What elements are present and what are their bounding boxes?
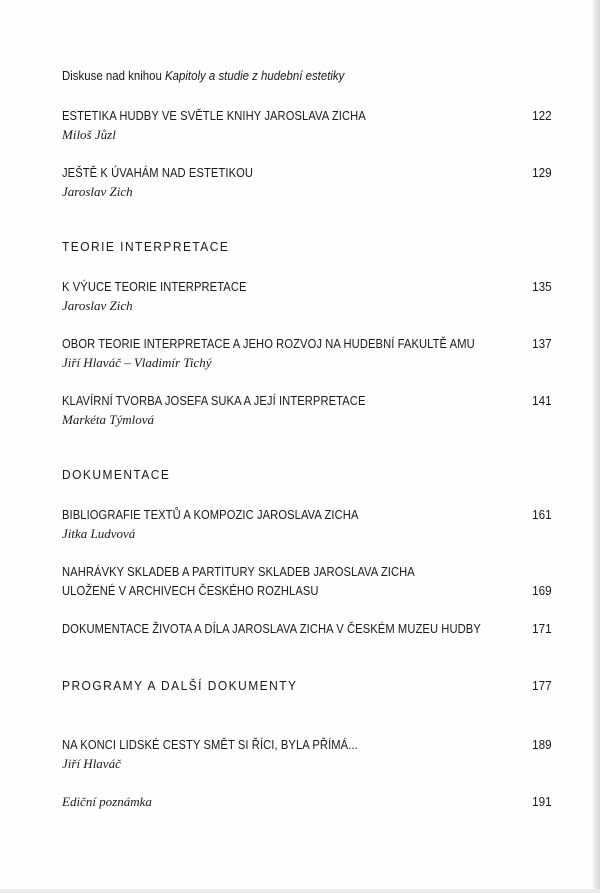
entry-title: DOKUMENTACE ŽIVOTA A DÍLA JAROSLAVA ZICHA V ČESKÉM MUZEU HUDBY xyxy=(62,621,481,636)
intro-line xyxy=(62,68,344,83)
entry-author: Jaroslav Zich xyxy=(62,184,133,199)
entry-title-line2: ULOŽENÉ V ARCHIVECH ČESKÉHO ROZHLASU xyxy=(62,583,319,598)
entry-author: Miloš Jůzl xyxy=(62,127,116,142)
entry-page-number: 129 xyxy=(532,165,552,180)
entry-page-number: 135 xyxy=(532,279,552,294)
entry-page-number: 169 xyxy=(532,583,552,598)
entry-page-number: 177 xyxy=(532,678,552,693)
entry-page-number: 137 xyxy=(532,336,552,351)
entry-title: NA KONCI LIDSKÉ CESTY SMĚT SI ŘÍCI, BYLA PŘÍMÁ... xyxy=(62,737,358,752)
entry-title: KLAVÍRNÍ TVORBA JOSEFA SUKA A JEJÍ INTERPRETACE xyxy=(62,393,366,408)
page-bottom-edge xyxy=(0,889,600,893)
entry-page-number: 122 xyxy=(532,108,552,123)
entry-title: BIBLIOGRAFIE TEXTŮ A KOMPOZIC JAROSLAVA ZICHA xyxy=(62,507,359,522)
intro-book-title: Kapitoly a studie z hudební estetiky xyxy=(165,68,345,83)
intro-prefix: Diskuse nad knihou xyxy=(62,68,166,83)
entry-title: NAHRÁVKY SKLADEB A PARTITURY SKLADEB JAROSLAVA ZICHA xyxy=(62,564,415,579)
entry-page-number: 189 xyxy=(532,737,552,752)
entry-author: Jiří Hlaváč xyxy=(62,756,121,771)
entry-author: Jitka Ludvová xyxy=(62,526,136,541)
entry-title: JEŠTĚ K ÚVAHÁM NAD ESTETIKOU xyxy=(62,165,254,180)
section-heading: PROGRAMY A DALŠÍ DOKUMENTY xyxy=(62,678,298,693)
entry-title: OBOR TEORIE INTERPRETACE A JEHO ROZVOJ NA HUDEBNÍ FAKULTĚ AMU xyxy=(62,336,475,351)
entry-page-number: 141 xyxy=(532,393,552,408)
section-heading: TEORIE INTERPRETACE xyxy=(62,239,230,254)
editorial-note: Ediční poznámka xyxy=(62,794,152,809)
entry-page-number: 161 xyxy=(532,507,552,522)
page-edge-shadow xyxy=(593,0,600,893)
entry-title: ESTETIKA HUDBY VE SVĚTLE KNIHY JAROSLAVA ZICHA xyxy=(62,108,366,123)
entry-page-number: 191 xyxy=(532,794,552,809)
section-heading: DOKUMENTACE xyxy=(62,467,171,482)
entry-page-number: 171 xyxy=(532,621,552,636)
entry-title: K VÝUCE TEORIE INTERPRETACE xyxy=(62,279,247,294)
entry-author: Markéta Týmlová xyxy=(62,412,155,427)
entry-author: Jaroslav Zich xyxy=(62,298,133,313)
entry-author: Jiří Hlaváč – Vladimír Tichý xyxy=(62,355,212,370)
